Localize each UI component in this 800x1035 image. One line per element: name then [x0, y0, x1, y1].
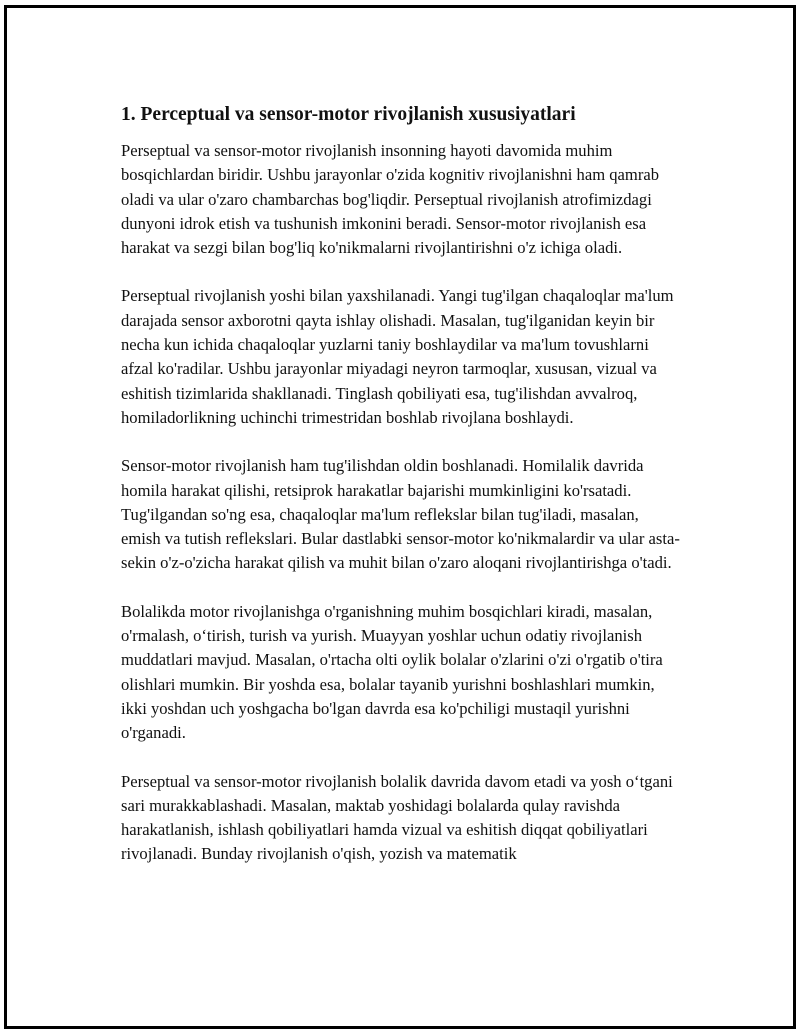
- paragraph-2: Perseptual rivojlanish yoshi bilan yaxshilanadi. Yangi tug'ilgan chaqaloqlar ma'lum darajada sensor axborotni qayta ishlay olishadi. Masalan, tug'ilganidan keyin bir necha kun ichida chaqaloqlar yuzlarni taniy boshlaydilar va ma'lum tovushlarni afzal ko'radilar. Ushbu jarayonlar miyadagi neyron tarmoqlar, xususan, vizual va eshitish tizimlarida shakllanadi. Tinglash qobiliyati esa, tug'ilishdan avvalroq, homiladorlikning uchinchi trimestridan boshlab rivojlana boshlaydi.: [121, 286, 674, 427]
- document-body: [121, 102, 681, 891]
- page-frame: [4, 5, 796, 1029]
- paragraph-5: Perseptual va sensor-motor rivojlanish bolalik davrida davom etadi va yosh o‘tgani sari murakkablashadi. Masalan, maktab yoshidagi bolalarda qulay ravishda harakatlanish, ishlash qobiliyatlari hamda vizual va eshitish diqqat qobiliyatlari rivojlanadi. Bunday rivojlanish o'qish, yozish va matematik: [121, 771, 673, 864]
- paragraph-3: Sensor-motor rivojlanish ham tug'ilishdan oldin boshlanadi. Homilalik davrida homila harakat qilishi, retsiprok harakatlar bajarishi mumkinligini ko'rsatadi. Tug'ilgandan so'ng esa, chaqaloqlar ma'lum reflekslar bilan tug'iladi, masalan, emish va tutish reflekslari. Bular dastlabki sensor-motor ko'nikmalardir va ular asta-sekin o'z-o'zicha harakat qilish va muhit bilan o'zaro aloqani rivojlantirishga o'tadi.: [121, 456, 680, 573]
- section-heading: 1. Perceptual va sensor-motor rivojlanish xususiyatlari: [121, 104, 576, 125]
- paragraph-1: Perseptual va sensor-motor rivojlanish insonning hayoti davomida muhim bosqichlardan biridir. Ushbu jarayonlar o'zida kognitiv rivojlanishni ham qamrab oladi va ular o'zaro chambarchas bog'liqdir. Perseptual rivojlanish atrofimizdagi dunyoni idrok etish va tushunish imkonini beradi. Sensor-motor rivojlanish esa harakat va sezgi bilan bog'liq ko'nikmalarni rivojlantirishni o'z ichiga oladi.: [121, 141, 660, 258]
- paragraph-4: Bolalikda motor rivojlanishga o'rganishning muhim bosqichlari kiradi, masalan, o'rmalash, o‘tirish, turish va yurish. Muayyan yoshlar uchun odatiy rivojlanish muddatlari mavjud. Masalan, o'rtacha olti oylik bolalar o'zlarini o'zi o'rgatib o'tira olishlari mumkin. Bir yoshda esa, bolalar tayanib yurishni boshlashlari mumkin, ikki yoshdan uch yoshgacha bo'lgan davrda esa ko'pchiligi mustaqil yurishni o'rganadi.: [121, 601, 663, 743]
